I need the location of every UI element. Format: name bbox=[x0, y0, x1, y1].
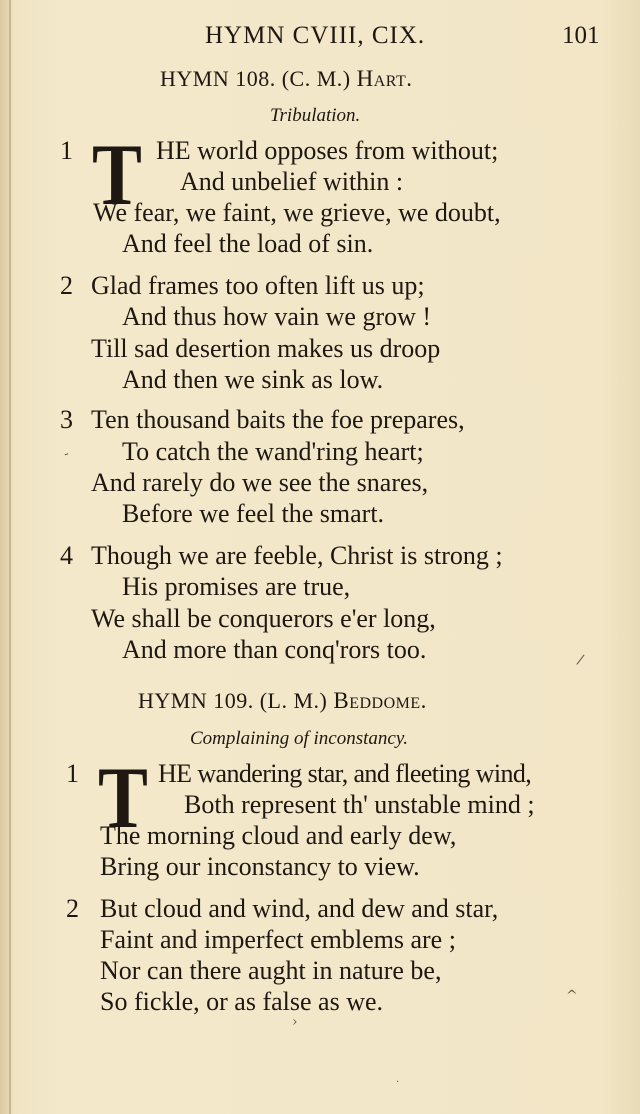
paper-speck: / bbox=[575, 651, 586, 669]
verse-line: His promises are true, bbox=[122, 572, 351, 601]
verse-line: So fickle, or as false as we. bbox=[100, 987, 384, 1016]
verse-line: Till sad desertion makes us droop bbox=[91, 334, 441, 363]
verse-line: The morning cloud and early dew, bbox=[100, 821, 457, 850]
verse-line: And thus how vain we grow ! bbox=[122, 302, 432, 331]
paper-speck: - bbox=[61, 445, 72, 463]
verse-line: HE wandering star, and fleeting wind, bbox=[158, 759, 532, 788]
verse-line: We fear, we faint, we grieve, we doubt, bbox=[93, 198, 501, 227]
paper-speck: . bbox=[396, 1074, 400, 1085]
hymn-109-author: Beddome. bbox=[333, 688, 427, 713]
hymn-108-title bbox=[160, 66, 413, 92]
paper-speck: ^ bbox=[566, 988, 578, 1004]
verse-number: 1 bbox=[66, 759, 79, 788]
hymn-108-subtitle: Tribulation. bbox=[270, 105, 361, 126]
hymn-109-title bbox=[138, 688, 427, 714]
hymn-108-number: HYMN 108. (C. M.) bbox=[160, 66, 351, 91]
paper-speck: › bbox=[292, 1014, 298, 1030]
running-head: HYMN CVIII, CIX. bbox=[205, 22, 426, 49]
verse-line: Glad frames too often lift us up; bbox=[91, 271, 425, 300]
verse-line: Before we feel the smart. bbox=[122, 499, 385, 528]
verse-number: 1 bbox=[60, 136, 73, 165]
verse-line: Both represent th' unstable mind ; bbox=[184, 790, 535, 819]
verse-line: But cloud and wind, and dew and star, bbox=[100, 894, 499, 923]
verse-line: To catch the wand'ring heart; bbox=[122, 437, 424, 466]
hymn-108-author: Hart. bbox=[356, 66, 413, 91]
verse-line: And rarely do we see the snares, bbox=[91, 468, 429, 497]
verse-line: And unbelief within : bbox=[180, 167, 404, 196]
verse-line: And then we sink as low. bbox=[122, 365, 384, 394]
hymn-109-number: HYMN 109. (L. M.) bbox=[138, 688, 328, 713]
drop-cap: T bbox=[92, 127, 142, 224]
verse-number: 3 bbox=[60, 405, 73, 434]
verse-line: Nor can there aught in nature be, bbox=[100, 956, 442, 985]
binding-edge bbox=[9, 0, 11, 1114]
verse-line: Bring our inconstancy to view. bbox=[100, 852, 420, 881]
hymn-109-subtitle: Complaining of inconstancy. bbox=[190, 728, 408, 749]
verse-line: We shall be conquerors e'er long, bbox=[91, 604, 436, 633]
verse-line: Faint and imperfect emblems are ; bbox=[100, 925, 456, 954]
verse-number: 2 bbox=[66, 894, 79, 923]
drop-cap: T bbox=[98, 750, 148, 847]
verse-line: Though we are feeble, Christ is strong ; bbox=[91, 541, 503, 570]
verse-line: HE world opposes from without; bbox=[156, 136, 499, 165]
verse-line: Ten thousand baits the foe prepares, bbox=[91, 405, 465, 434]
verse-line: And more than conq'rors too. bbox=[122, 635, 427, 664]
verse-number: 4 bbox=[60, 541, 73, 570]
page-number: 101 bbox=[562, 22, 600, 49]
verse-line: And feel the load of sin. bbox=[122, 229, 374, 258]
verse-number: 2 bbox=[60, 271, 73, 300]
